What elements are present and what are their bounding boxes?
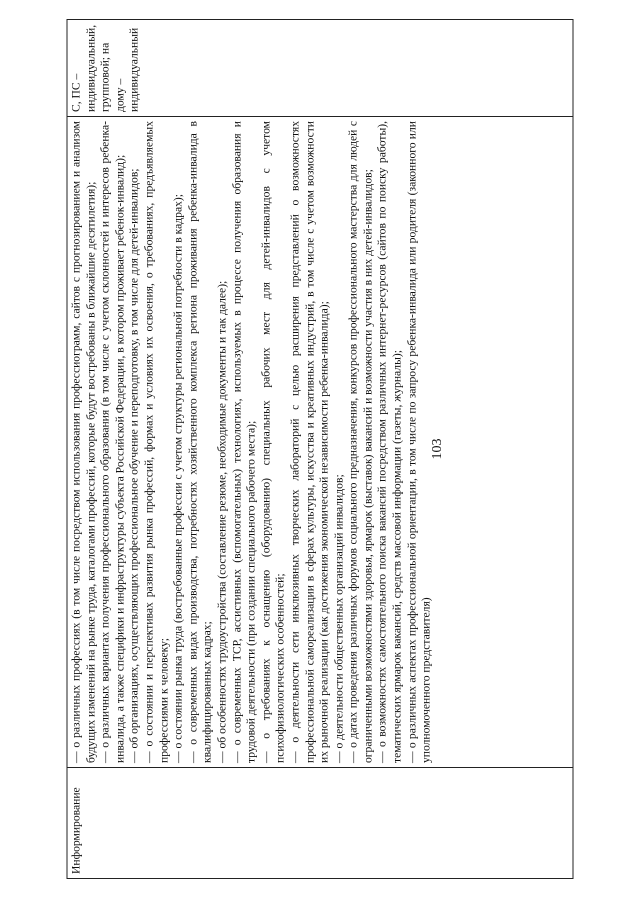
list-item: — о деятельности общественных организаций инвалидов; (332, 474, 346, 763)
services-table (67, 19, 574, 879)
list-item: — о современных ТСР, ассистивных (вспомогательных) технологиях, используемых в процессе получения образования и трудовой деятельности (при создании специального рабочего места); (230, 121, 258, 763)
list-item: — о требованиях к оснащению (оборудованию) специальных рабочих мест для детей-инвалидов с учетом психофизиологических особенностей; (259, 121, 287, 763)
list-item: — о современных видах производства, потребностях хозяйственного комплекса региона проживания ребенка-инвалида в квалифицированных кадрах; (186, 121, 214, 763)
list-item: — об организациях, осуществляющих профессиональное обучение и переподготовку, в том числе для детей-инвалидов; (127, 168, 141, 763)
service-category-cell: Информирование (67, 768, 573, 879)
page-number: 103 (430, 438, 445, 460)
service-items-cell (67, 117, 573, 768)
list-item: — о возможностях самостоятельного поиска вакансий посредством различных интернет-ресурсов (сайтов по поиску работы), тематических ярмарок вакансий, средств массовой информации (газеты, журналы); (375, 121, 404, 763)
list-item: — о различных вариантах получения профессионального образования (в том числе с учетом склонностей и интересов ребенка-инвалида, а также специфики и инфраструктуры субъекта Российской Федерации, в котором проживает ребенок-инвалид); (98, 121, 127, 763)
list-item: — об особенностях трудоустройства (составление резюме, необходимые документы и так далее); (215, 280, 229, 763)
list-item: — о деятельности сети инклюзивных творческих лабораторий с целью расширения представлений о возможностях профессиональной самореализации в сферах культуры, искусства и креативных индустрий, в том числе с учетом возможности их рыночной реализации (как достижения экономической независимости ребенка-инвалида); (288, 121, 331, 763)
list-item: — о датах проведения различных форумов социального предназначения, конкурсов профессионального мастерства для людей с ограниченными возможностями здоровья, ярмарок (выставок) вакансий и возможности участия в них детей-инвалидов; (346, 121, 375, 763)
list-item: — о состоянии рынка труда (востребованные профессии с учетом структуры региональной потребности в кадрах); (171, 194, 185, 763)
table-row (67, 20, 573, 879)
document-table-wrapper (67, 19, 574, 879)
list-item: — о состоянии и перспективах развития рынка профессий, формах и условиях их освоения, о требованиях, предъявляемых профессиями к человеку; (142, 121, 171, 763)
list-item: — о различных профессиях (в том числе посредством использования профессиограмм, сайтов с прогнозированием и анализом будущих изменений на рынке труда, каталогами профессий, которые будут востребованы в ближайшие десятилетия); (69, 121, 98, 763)
service-form-cell: С, ПС – индивидуальный, групповой; на дому – индивидуальный (67, 20, 573, 117)
list-item: — о различных аспектах профессиональной ориентации, в том числе по запросу ребенка-инвалида или родителя (законного или уполномоченного представителя) (405, 121, 433, 763)
